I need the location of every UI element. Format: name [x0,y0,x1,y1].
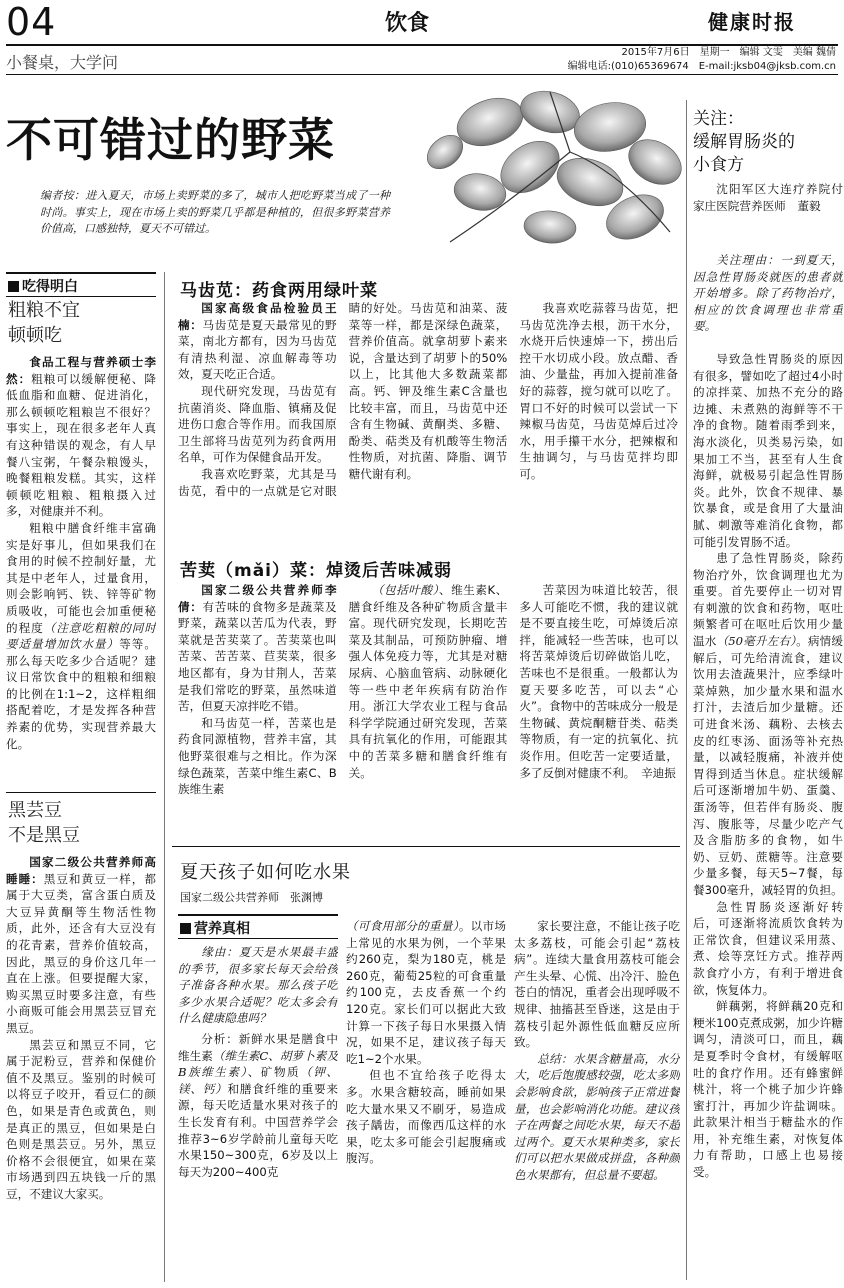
section-title: 饮食 [385,10,430,36]
article-body-coarse-grain: 食品工程与营养硕士李然：粗粮可以缓解便秘、降低血脂和血糖、促进消化，那么顿顿吃粗粮岂不很好？事实上，现在很多老年人真有这种错误的观念，有人早餐八宝粥，午餐杂粮馒头，晚餐粗粮发糕。其实，这样顿顿吃粗粮、粗粮摄入过多，对健康并不利。 粗粮中膳食纤维丰富确实是好事儿，但如果我们在食用的时候不控制好量，尤其是中老年人，过量食用，则会影响钙、铁、锌等矿物质吸收，可能也会加重便秘的程度（注意吃粗粮的同时要适量增加饮水量）等等。那么每天吃多少合适呢？建议日常饮食中的粗粮和细粮的比例在1:1~2，这样粗细搭配着吃，才是发挥各种营养素的优势，实现营养最大化。 [6,355,156,751]
article-title-summer-fruit: 夏天孩子如何吃水果 [180,862,351,883]
article-body-purslane: 国家高级食品检验员王楠：马齿苋是夏天最常见的野菜，南北方都有，因为马齿苋有清热利湿、凉血解毒等功效，夏天吃正合适。 现代研究发现，马齿苋有抗菌消炎、降血脂、镇痛及促进伤口愈合等作用。而我国原卫生部将马齿苋列为药食两用名单，可作为保健食品开发。 我喜欢吃野菜，尤其是马齿苋，看中的一点就是它对眼睛的好处。马齿苋和油菜、菠菜等一样，都是深绿色蔬菜，营养价值高。就拿胡萝卜素来说，含量达到了胡萝卜的50%以上，比其他大多数蔬菜都高。钙、钾及维生素C含量也比较丰富，而且，马齿苋中还含有生物碱、黄酮类、多糖、酚类、萜类及有机酸等生物活性物质，对抗菌、降脂、调节糖代谢有利。 我喜欢吃蒜蓉马齿苋，把马齿苋洗净去根，沥干水分，水烧开后快速焯一下，捞出后控干水切成小段。放点醋、香油、少量盐，再加入提前准备好的蒜蓉，搅匀就可以吃了。胃口不好的时候可以尝试一下辣椒马齿苋，马齿苋焯后过冷水，用手攥干水分，把辣椒和生抽调匀，与马齿苋拌均即可。 [178,301,678,498]
focus-paragraph: 鲜藕粥，将鲜藕20克和粳米100克煮成粥，加少许糖调匀，清淡可口，而且，藕是夏季时令食材，有缓解呕吐的食疗作用。还有蜂蜜鲜桃汁，将一个桃子加少许蜂蜜打汁，再加少许盐调味。此款果汁相当于糖盐水的作用，补充维生素，对恢复体力有帮助，口感上也易接受。 [693,999,843,1180]
author: 国家二级公共营养师高睡睡： [6,855,156,886]
author: 国家高级食品检验员王楠： [178,301,337,332]
article-body-bitter-greens: 国家二级公共营养师李倩：有苦味的食物多是蔬菜及野菜，蔬菜以苦瓜为代表，野菜就是苦荬菜了。苦荬菜也叫苦菜、苦苦菜、苣荬菜，很多地区都有，身为甘荆人，苦菜是我们常吃的野菜，虽然味道苦，但夏天凉拌吃不错。 和马齿苋一样，苦菜也是药食同源植物，营养丰富，其他野菜很难与之相比。作为深绿色蔬菜，苦菜中维生素C、B族维生素 （包括叶酸）、维生素K、膳食纤维及各种矿物质含量丰富。现代研究发现，长期吃苦菜及其制品，可预防肿瘤、增强人体免疫力等，尤其是对糖尿病、心脑血管病、动脉硬化等一些中老年疾病有防治作用。浙江大学农业工程与食品科学学院通过研究发现，苦菜具有抗氧化的作用，可能跟其中的苦菜多糖和膳食纤维有关。 苦菜因为味道比较苦，很多人可能吃不惯，我的建议就是不要直接生吃，可焯烫后凉拌，能减轻一些苦味，也可以将苦菜焯烫后切碎做馅儿吃，苦味也不是很重。一般都认为夏天要多吃苦，可以去“心火”。食物中的苦味成分一般是生物碱、黄烷酮糖苷类、萜类等物质，有一定的抗氧化、抗炎作用。但吃苦一定要适量，多了反倒对健康不利。 辛迪振 [178,583,678,797]
section-rule [6,296,156,297]
main-headline: 不可错过的野菜 [6,113,335,167]
author: 国家二级公共营养师李倩： [178,583,337,614]
author: 食品工程与营养硕士李然： [6,355,156,386]
focus-label: 关注： [693,109,744,129]
focus-italic: （50毫升左右） [716,634,797,649]
column-divider [164,272,165,1282]
section-label-nutrition-truth: 营养真相 [178,918,250,938]
focus-paragraph: 急性胃肠炎逐渐好转后，可逐渐将流质饮食转为正常饮食，但建议采用蒸、煮、烩等烹饪方式。推荐两款食疗小方，有利于增进食欲，恢复体力。 [693,899,843,997]
article-title-black-kidney-bean: 黑芸豆 不是黑豆 [8,800,80,846]
square-bullet-icon [180,923,191,934]
article-body-fruit-col2: （可食用部分的重量）。以市场上常见的水果为例，一个苹果约260克，梨为180克，桃是260克，葡萄25粒的可食重量约100克，去皮香蕉一个约120克。家长们可以据此大致计算一下孩子每日水果摄入情况，如果不足，建议孩子每天吃1~2个水果。 但也不宜给孩子吃得太多。水果含糖较高，睡前如果吃大量水果又不刷牙，易造成孩子龋齿，而像西瓜这样的水果，吃太多可能会引起腹痛或腹泻。 [346,919,506,1166]
section-rule [178,938,338,939]
article-title-purslane: 马齿苋：药食两用绿叶菜 [180,281,378,301]
article-body-fruit-col3: 家长要注意，不能让孩子吃太多荔枝，可能会引起“荔枝病”。连续大量食用荔枝可能会产生头晕、心慌、出冷汗、脸色苍白的情况，重者会出现呼吸不规律、抽搐甚至昏迷，这是由于荔枝引起外源性低血糖反应所致。 总结：水果含糖量高，水分大，吃后饱腹感较强，吃太多则会影响食欲，影响孩子正常进餐量，也会影响消化功能。建议孩子在两餐之间吃水果，每天不超过两个。夏天水果种类多，家长们可以把水果做成拼盘，各种颜色水果都有，但总量不要超。 [514,919,680,1182]
section-rule [6,272,156,274]
wild-greens-photo [420,82,684,252]
focus-title-line1: 缓解胃肠炎的 [693,132,795,152]
focus-paragraph [693,550,843,898]
focus-author: 沈阳军区大连疗养院付家庄医院营养医师 董毅 [693,182,843,213]
masthead-logo: 健康时报 [708,10,796,34]
header-rule-thin [6,74,838,75]
article-title-bitter-greens: 苦荬（mǎi）菜：焯烫后苦味减弱 [180,561,453,581]
contact-line: 编辑电话:(010)65369674 E-mail:jksb04@jksb.com.cn [567,61,836,72]
column-divider [686,100,687,1280]
article-body-black-bean: 国家二级公共营养师高睡睡：黑豆和黄豆一样，都属于大豆类，富含蛋白质及大豆异黄酮等生物活性物质，此外，还含有大豆没有的花青素，营养价值较高，因此，黑豆的身价这几年一直在上涨。但要提醒大家，购买黑豆时要多注意，有些小商贩可能会用黑芸豆冒充黑豆。 黑芸豆和黑豆不同，它属于泥粉豆，营养和保健价值不及黑豆。鉴别的时候可以将豆子咬开，看豆仁的颜色，如果是青色或黄色，则是真正的黑豆，但如果是白色则是黑芸豆。另外，黑豆价格不会很便宜，如果在菜市场遇到四五块钱一斤的黑豆，不建议大家买。 [6,855,156,1201]
focus-paragraph: 导致急性胃肠炎的原因有很多，譬如吃了超过4小时的凉拌菜、加热不充分的路边摊、未煮熟的海鲜等不干净的食物。随着雨季到来，海水淡化，贝类易污染，如果加工不当，甚至有人生食海鲜，就极易引起急性胃肠炎。此外，饮食不规律、暴饮暴食，或是食用了大量油腻、刺激等难消化食物，都可能引发胃肠不适。 [693,351,843,549]
editor-note: 编者按：进入夏天，市场上卖野菜的多了，城市人把吃野菜当成了一种时尚。事实上，现在市场上卖的野菜几乎都是种植的，但很多野菜营养价值高，口感独特，夏天不可错过。 [40,189,390,235]
article-divider [172,846,680,847]
page-subtitle: 小餐桌，大学问 [6,53,119,72]
focus-text: 患了急性胃肠炎，除药物治疗外，饮食调理也尤为重要。首先要停止一切对胃有刺激的饮食和药物，呕吐频繁者可在呕吐后饮用少量温水 [693,551,843,649]
article-byline: 国家二级公共营养师 张渊博 [180,891,323,904]
page-number: 04 [6,0,57,44]
signoff: 辛迪振 [641,765,676,780]
date-line: 2015年7月6日 星期一 编辑 文雯 美编 魏倩 [621,47,836,58]
article-body-fruit-col1: 缘由：夏天是水果最丰盛的季节，很多家长每天会给孩子准备各种水果。那么孩子吃多少水果合适呢？吃太多会有什么健康隐患吗？ 分析：新鲜水果是膳食中维生素（维生素C、胡萝卜素及B族维生素）、矿物质（钾、镁、钙）和膳食纤维的重要来源，每天吃适量水果对孩子的生长发育有利。中国营养学会推荐3~6岁学龄前儿童每天吃水果150~300克，6岁及以上每天为200~400克 [178,945,338,1179]
square-bullet-icon [8,281,19,292]
focus-text: 。病情缓解后，可先给清流食，建议饮用去渣蔬果汁，应季绿叶菜焯熟，加少量水果和温水打汁，去渣后加少量糖。还可进食米汤、藕粉、去核去皮的红枣汤、面汤等补充热量，以减轻腹痛，补液并使胃得到适当休息。症状缓解后可逐渐增加牛奶、蛋羹、蛋汤等，但若伴有肠炎、腹泻、腹胀等，尽量少吃产气及含脂肪多的食物，如牛奶、豆奶、蔗糖等。注意要少量多餐，每天5~7餐，每餐300毫升，减轻胃的负担。 [693,634,843,897]
article-divider [6,792,156,793]
section-rule [178,914,338,916]
article-title-coarse-grain: 粗粮不宜 顿顿吃 [8,300,80,346]
focus-body [693,252,843,1282]
focus-title-line2: 小食方 [693,155,744,175]
focus-title [693,108,795,177]
section-label-eat-smart: 吃得明白 [6,276,78,296]
focus-intro: 关注理由：一到夏天，因急性胃肠炎就医的患者就开始增多。除了药物治疗，相应的饮食调理也非常重要。 [693,253,843,334]
